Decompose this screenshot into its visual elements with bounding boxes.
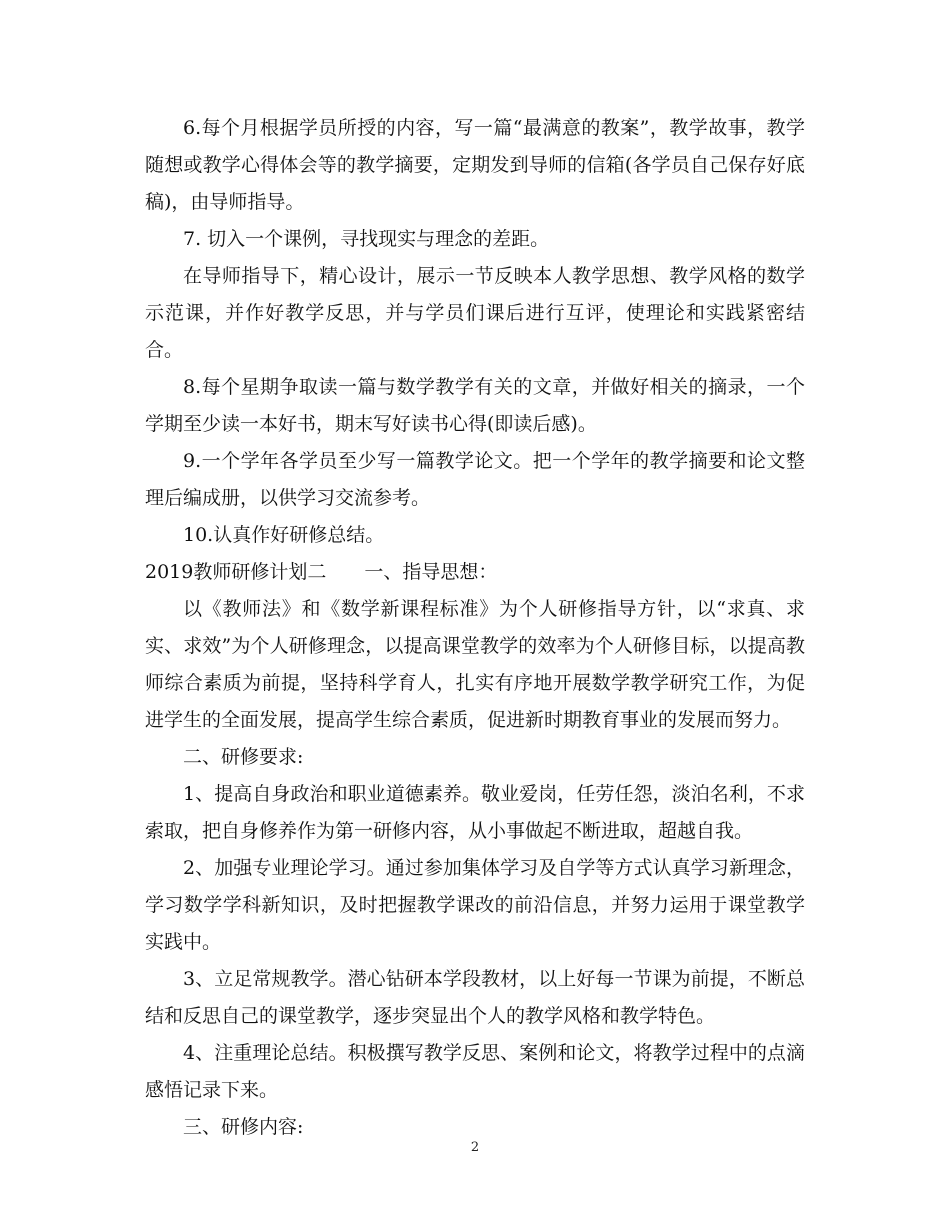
document-body (145, 110, 805, 1146)
page-number: 2 (470, 1140, 480, 1155)
paragraph: 7. 切入一个课例，寻找现实与理念的差距。 (183, 228, 550, 250)
section-heading: 2019教师研修计划二 一、指导思想： (145, 561, 498, 583)
section-heading: 二、研修要求: (183, 746, 304, 768)
paragraph: 8.每个星期争取读一篇与数学教学有关的文章，并做好相关的摘录，一个学期至少读一本好书，期末写好读书心得(即读后感)。 (145, 376, 805, 435)
paragraph: 4、注重理论总结。积极撰写教学反思、案例和论文，将教学过程中的点滴感悟记录下来。 (145, 1042, 805, 1101)
paragraph: 3、立足常规教学。潜心钻研本学段教材，以上好每一节课为前提，不断总结和反思自己的课堂教学，逐步突显出个人的教学风格和教学特色。 (145, 968, 805, 1027)
section-heading: 三、研修内容: (183, 1116, 304, 1138)
paragraph: 以《教师法》和《数学新课程标准》为个人研修指导方针，以“求真、求实、求效”为个人研修理念，以提高课堂教学的效率为个人研修目标，以提高教师综合素质为前提，坚持科学育人，扎实有序地开展数学教学研究工作，为促进学生的全面发展，提高学生综合素质，促进新时期教育事业的发展而努力。 (145, 598, 805, 731)
paragraph: 9.一个学年各学员至少写一篇教学论文。把一个学年的教学摘要和论文整理后编成册，以供学习交流参考。 (145, 450, 805, 509)
paragraph: 1、提高自身政治和职业道德素养。敬业爱岗，任劳任怨，淡泊名利，不求索取，把自身修养作为第一研修内容，从小事做起不断进取，超越自我。 (145, 783, 805, 842)
paragraph: 2、加强专业理论学习。通过参加集体学习及自学等方式认真学习新理念，学习数学学科新知识，及时把握教学课改的前沿信息，并努力运用于课堂教学实践中。 (145, 857, 805, 953)
paragraph: 在导师指导下，精心设计，展示一节反映本人教学思想、教学风格的数学示范课，并作好教学反思，并与学员们课后进行互评，使理论和实践紧密结合。 (145, 265, 805, 361)
paragraph: 6.每个月根据学员所授的内容，写一篇“最满意的教案”，教学故事，教学随想或教学心得体会等的教学摘要，定期发到导师的信箱(各学员自己保存好底稿)，由导师指导。 (145, 117, 805, 213)
paragraph: 10.认真作好研修总结。 (183, 524, 385, 546)
